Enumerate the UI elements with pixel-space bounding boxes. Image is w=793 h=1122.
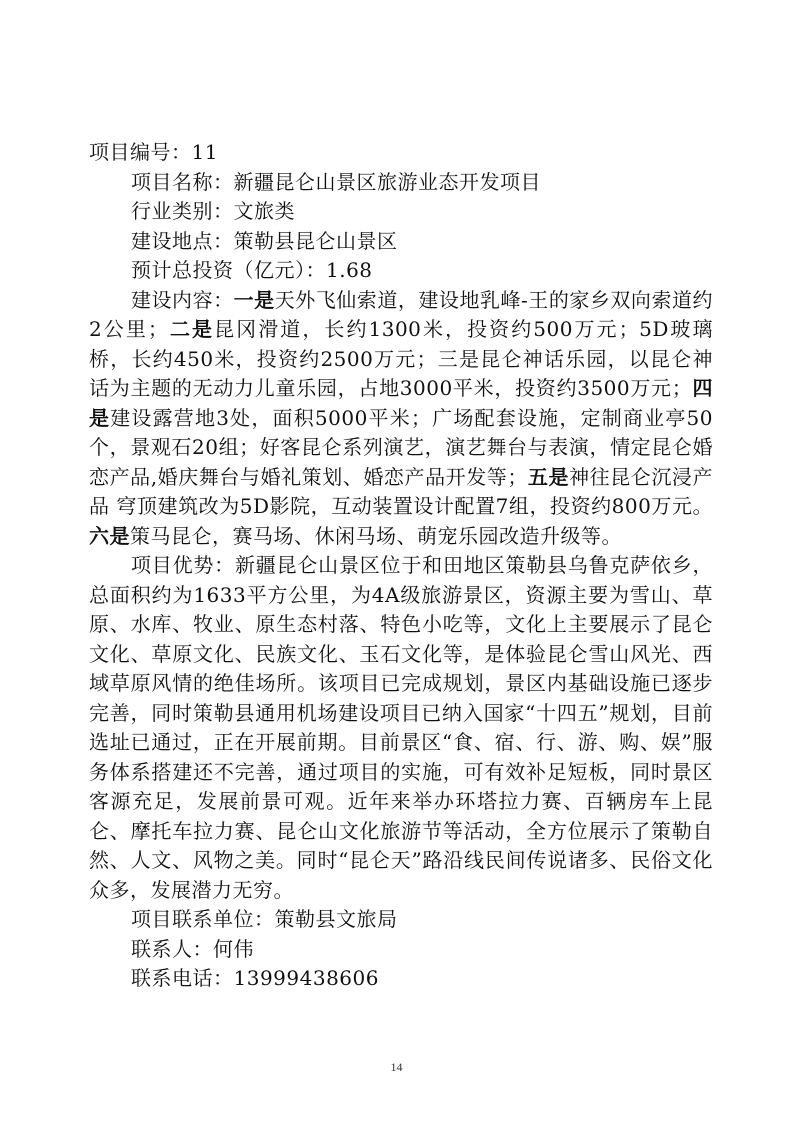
item-six-text: 策马昆仑，赛马场、休闲马场、萌宠乐园改造升级等。 — [130, 523, 622, 548]
industry-category: 行业类别：文旅类 — [131, 199, 295, 223]
item-one-marker: 一是 — [233, 287, 275, 312]
item-five-text: 神往昆仑沉浸产品 穹顶建筑改为5D影院，互动装置设计配置7组，投资约800万元。 — [89, 464, 714, 518]
item-one-text: 天外飞仙索道，建设地乳峰-王的家乡双向索道约2公里； — [89, 287, 714, 341]
construction-location: 建设地点：策勒县昆仑山景区 — [131, 228, 398, 253]
item-five-marker: 五是 — [527, 464, 570, 489]
project-content — [89, 138, 713, 994]
item-two-marker: 二是 — [168, 317, 215, 341]
item-two-text: 昆冈滑道，长约1300米，投资约500万元；5D玻璃桥，长约450米，投资约2500万元；三是昆仑神话乐园，以昆仑神话为主题的无动力儿童乐园，占地3000平米，投资约3500万元； — [89, 317, 713, 400]
contact-unit: 项目联系单位：策勒县文旅局 — [131, 907, 398, 931]
contact-person: 联系人：何伟 — [131, 936, 254, 961]
item-four-marker: 四是 — [89, 376, 714, 430]
item-four-text: 建设露营地3处，面积5000平米；广场配套设施，定制商业亭50个，景观石20组；好客昆仑系列演艺，演艺舞台与表演，情定昆仑婚恋产品,婚庆舞台与婚礼策划、婚恋产品开发等； — [89, 405, 713, 489]
project-number: 项目编号：11 — [89, 140, 218, 164]
contact-phone: 联系电话：13999438606 — [131, 966, 379, 990]
estimated-investment: 预计总投资（亿元）：1.68 — [131, 258, 373, 282]
construction-label: 建设内容： — [131, 287, 234, 312]
project-name: 项目名称：新疆昆仑山景区旅游业态开发项目 — [131, 169, 541, 194]
construction-content — [89, 286, 713, 552]
page-number: 14 — [390, 1060, 403, 1074]
item-six-marker: 六是 — [89, 523, 130, 548]
project-advantage: 项目优势：新疆昆仑山景区位于和田地区策勒县乌鲁克萨依乡，总面积约为1633平方公里，为4A级旅游景区，资源主要为雪山、草原、水库、牧业、原生态村落、特色小吃等，文化上主要展示了昆仑文化、草原文化、民族文化、玉石文化等，是体验昆仑雪山风光、西域草原风情的绝佳场所。该项目已完成规划，景区内基础设施已逐步完善，同时策勒县通用机场建设项目已纳入国家“十四五”规划，目前选址已通过，正在开展前期。目前景区“食、宿、行、游、购、娱”服务体系搭建还不完善，通过项目的实施，可有效补足短板，同时景区客源充足，发展前景可观。近年来举办环塔拉力赛、百辆房车上昆仑、摩托车拉力赛、昆仑山文化旅游节等活动，全方位展示了策勒自然、人文、风物之美。同时“昆仑天”路沿线民间传说诸多、民俗文化众多，发展潜力无穷。 — [89, 553, 713, 902]
